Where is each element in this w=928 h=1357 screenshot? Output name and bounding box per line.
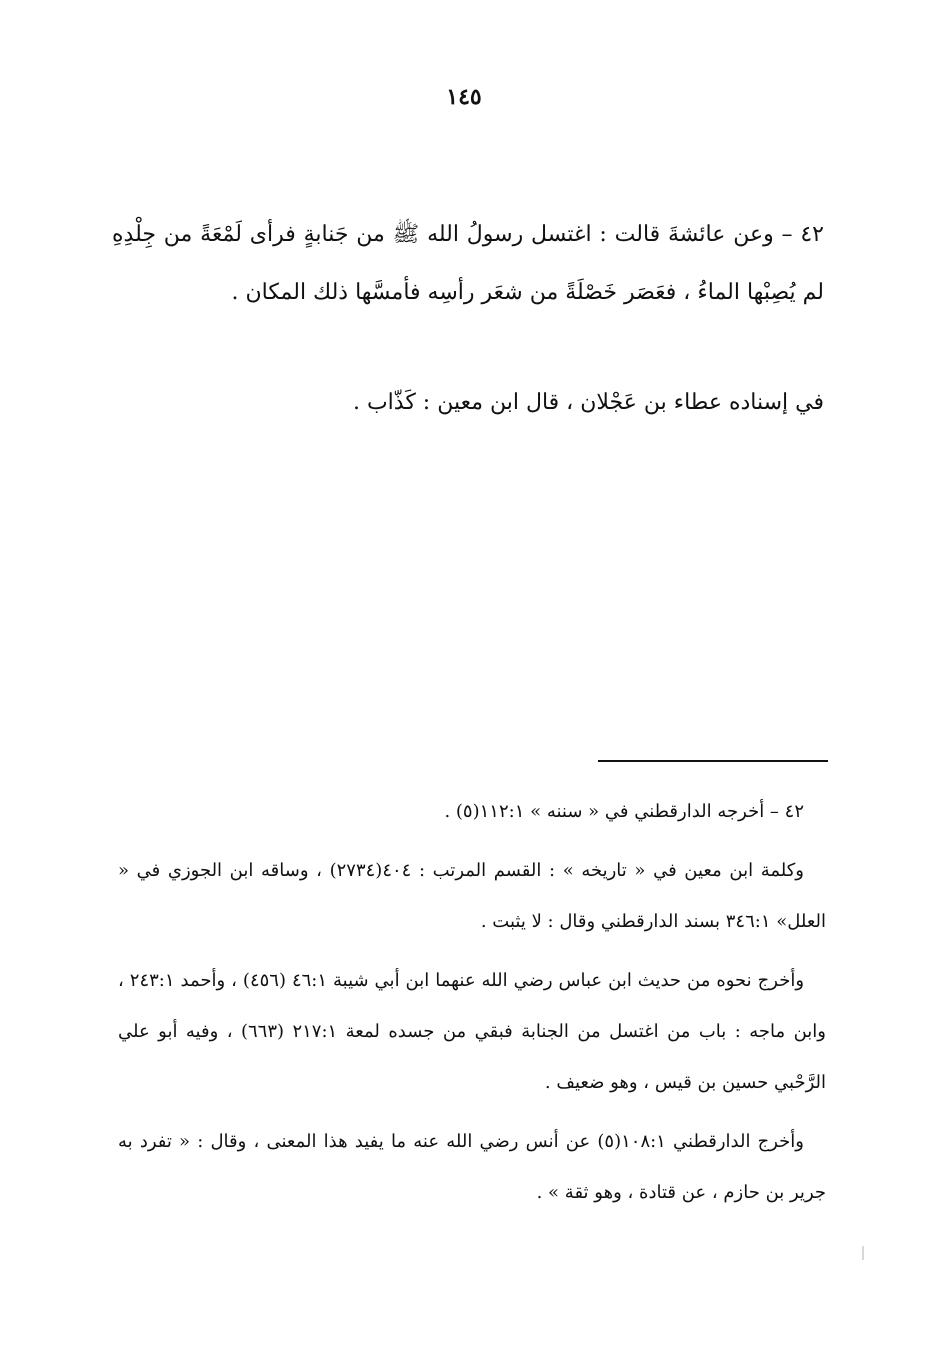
page-number: ١٤٥: [446, 84, 482, 110]
footnote-ibn-abbas: وأخرج نحوه من حديث ابن عباس رضي الله عنهما ابن أبي شيبة ٤٦:١ (٤٥٦) ، وأحمد ٢٤٣:١ ، وابن ماجه : باب من اغتسل من الجنابة فبقي من جسده لمعة ٢١٧:١ (٦٦٣) ، وفيه أبو علي الرَّحْبي حسين بن قيس ، وهو ضعيف .: [118, 970, 826, 1093]
hadith-text: ٤٢ – وعن عائشةَ قالت : اغتسل رسولُ الله ﷺ من جَنابةٍ فرأى لَمْعَةً من جِلْدِهِ لم يُصِبْها الماءُ ، فعَصَر خَصْلَةً من شعَر رأسِه فأمسَّها ذلك المكان .: [112, 222, 824, 305]
isnad-note: في إسناده عطاء بن عَجْلان ، قال ابن معين : كَذّاب .: [352, 390, 824, 415]
footnote-source: ٤٢ – أخرجه الدارقطني في « سننه » ١١٢:١(٥) .: [444, 801, 804, 822]
footnote-anas: وأخرج الدارقطني ١٠٨:١(٥) عن أنس رضي الله عنه ما يفيد هذا المعنى ، وقال : « تفرد به جرير بن حازم ، عن قتادة ، وهو ثقة » .: [118, 1131, 826, 1203]
edge-mark: [862, 1246, 864, 1260]
footnote-divider: [598, 760, 828, 762]
footnote-ibn-main: وكلمة ابن معين في « تاريخه » : القسم المرتب : ٤٠٤(٢٧٣٤) ، وساقه ابن الجوزي في « العلل» ٣٤٦:١ بسند الدارقطني وقال : لا يثبت .: [118, 860, 826, 932]
footnotes: [118, 786, 826, 1226]
